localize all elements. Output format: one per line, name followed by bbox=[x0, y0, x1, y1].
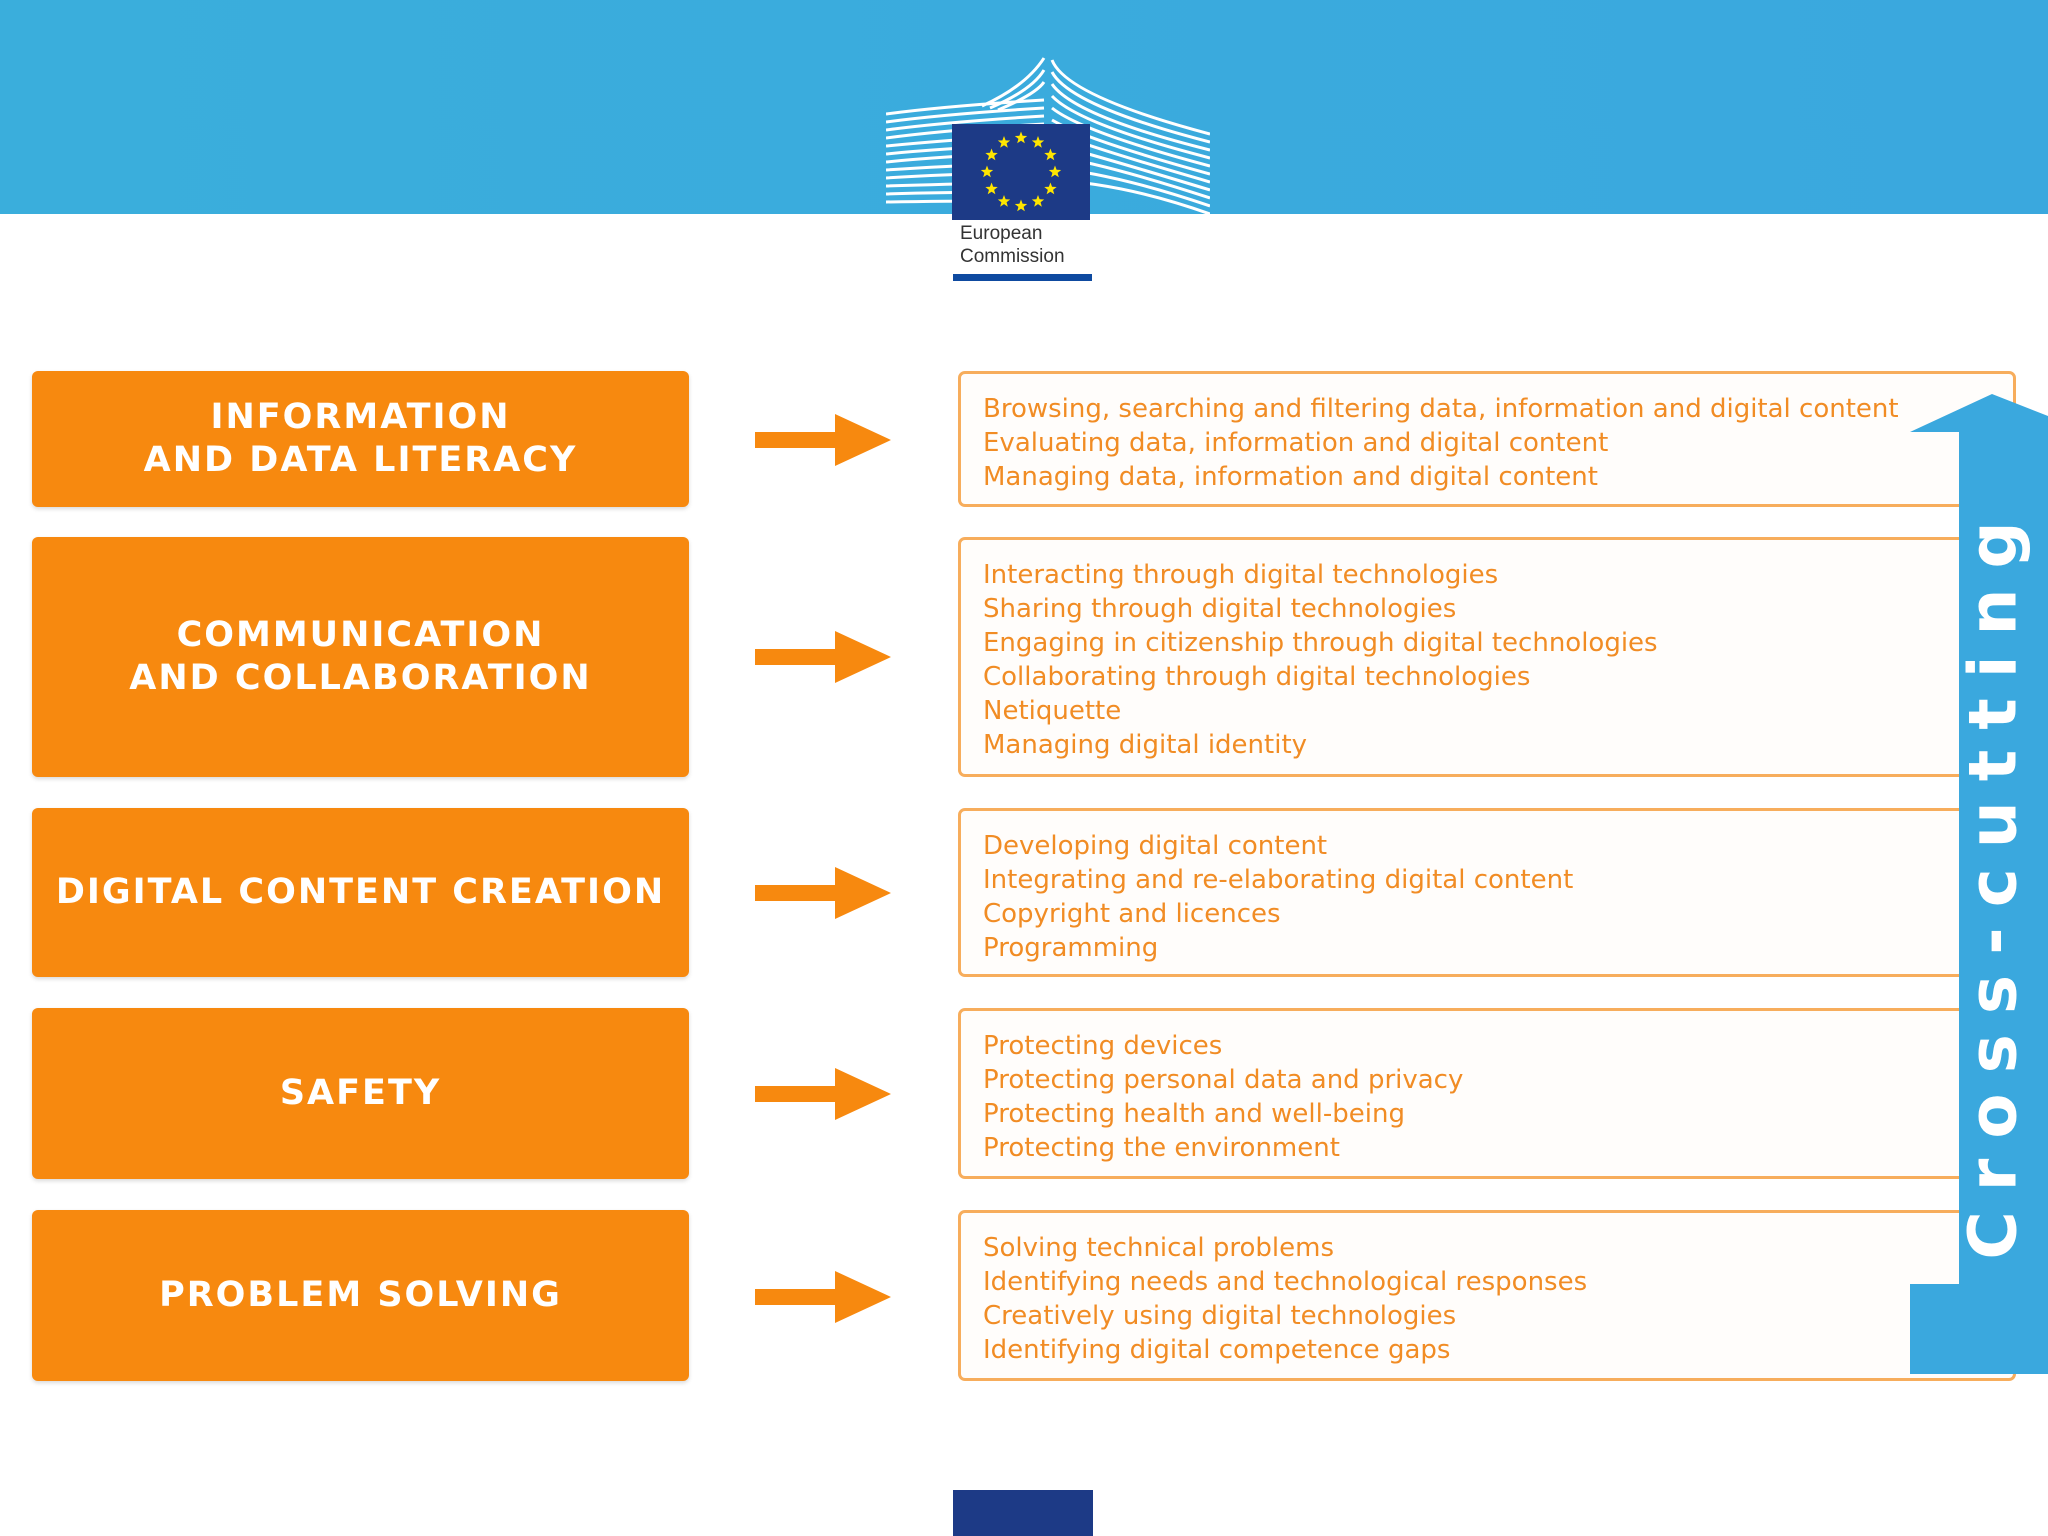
cross-cutting-label: Cross-cutting bbox=[1954, 500, 2032, 1260]
competences-digital-content-creation bbox=[958, 808, 2016, 977]
competence-item: Copyright and licences bbox=[983, 899, 1281, 929]
area-communication-and-collaboration bbox=[32, 537, 689, 777]
competence-item: Interacting through digital technologies bbox=[983, 560, 1499, 590]
area-label: COMMUNICATION AND COLLABORATION bbox=[129, 615, 592, 698]
competence-item: Browsing, searching and filtering data, information and digital content bbox=[983, 394, 1899, 424]
area-label: INFORMATION AND DATA LITERACY bbox=[143, 397, 578, 480]
competence-item: Netiquette bbox=[983, 696, 1122, 726]
area-safety bbox=[32, 1008, 689, 1179]
area-digital-content-creation bbox=[32, 808, 689, 977]
footer-eu-block bbox=[953, 1490, 1093, 1536]
competence-item: Managing data, information and digital content bbox=[983, 462, 1598, 492]
competence-item: Integrating and re-elaborating digital content bbox=[983, 865, 1574, 895]
competence-item: Protecting personal data and privacy bbox=[983, 1065, 1464, 1095]
competences-communication-and-collaboration bbox=[958, 537, 2016, 777]
arrow-right-icon bbox=[755, 1068, 891, 1120]
competence-item: Collaborating through digital technologies bbox=[983, 662, 1531, 692]
arrow-right-icon bbox=[755, 631, 891, 683]
competence-item: Engaging in citizenship through digital technologies bbox=[983, 628, 1658, 658]
area-label: SAFETY bbox=[279, 1073, 442, 1113]
competence-item: Sharing through digital technologies bbox=[983, 594, 1457, 624]
competence-item: Managing digital identity bbox=[983, 730, 1308, 760]
area-label: PROBLEM SOLVING bbox=[159, 1275, 562, 1315]
competence-item: Programming bbox=[983, 933, 1159, 963]
logo-underline bbox=[953, 274, 1092, 281]
competence-item: Identifying needs and technological responses bbox=[983, 1267, 1588, 1297]
competences-information-and-data-literacy bbox=[958, 371, 2016, 507]
competence-item: Protecting health and well-being bbox=[983, 1099, 1405, 1129]
area-label: DIGITAL CONTENT CREATION bbox=[55, 872, 666, 912]
area-problem-solving bbox=[32, 1210, 689, 1381]
competences-safety bbox=[958, 1008, 2016, 1179]
competence-item: Evaluating data, information and digital content bbox=[983, 428, 1609, 458]
logo-wordmark bbox=[960, 222, 1100, 268]
logo-line-2: Commission bbox=[960, 246, 1065, 267]
logo-line-1: European bbox=[960, 223, 1043, 244]
area-information-and-data-literacy bbox=[32, 371, 689, 507]
arrow-right-icon bbox=[755, 1271, 891, 1323]
arrow-right-icon bbox=[755, 867, 891, 919]
arrow-right-icon bbox=[755, 414, 891, 466]
competence-item: Protecting the environment bbox=[983, 1133, 1340, 1163]
competence-item: Protecting devices bbox=[983, 1031, 1223, 1061]
competence-item: Identifying digital competence gaps bbox=[983, 1335, 1451, 1365]
competence-item: Developing digital content bbox=[983, 831, 1328, 861]
competence-item: Creatively using digital technologies bbox=[983, 1301, 1457, 1331]
competences-problem-solving bbox=[958, 1210, 2016, 1381]
competence-item: Solving technical problems bbox=[983, 1233, 1334, 1263]
